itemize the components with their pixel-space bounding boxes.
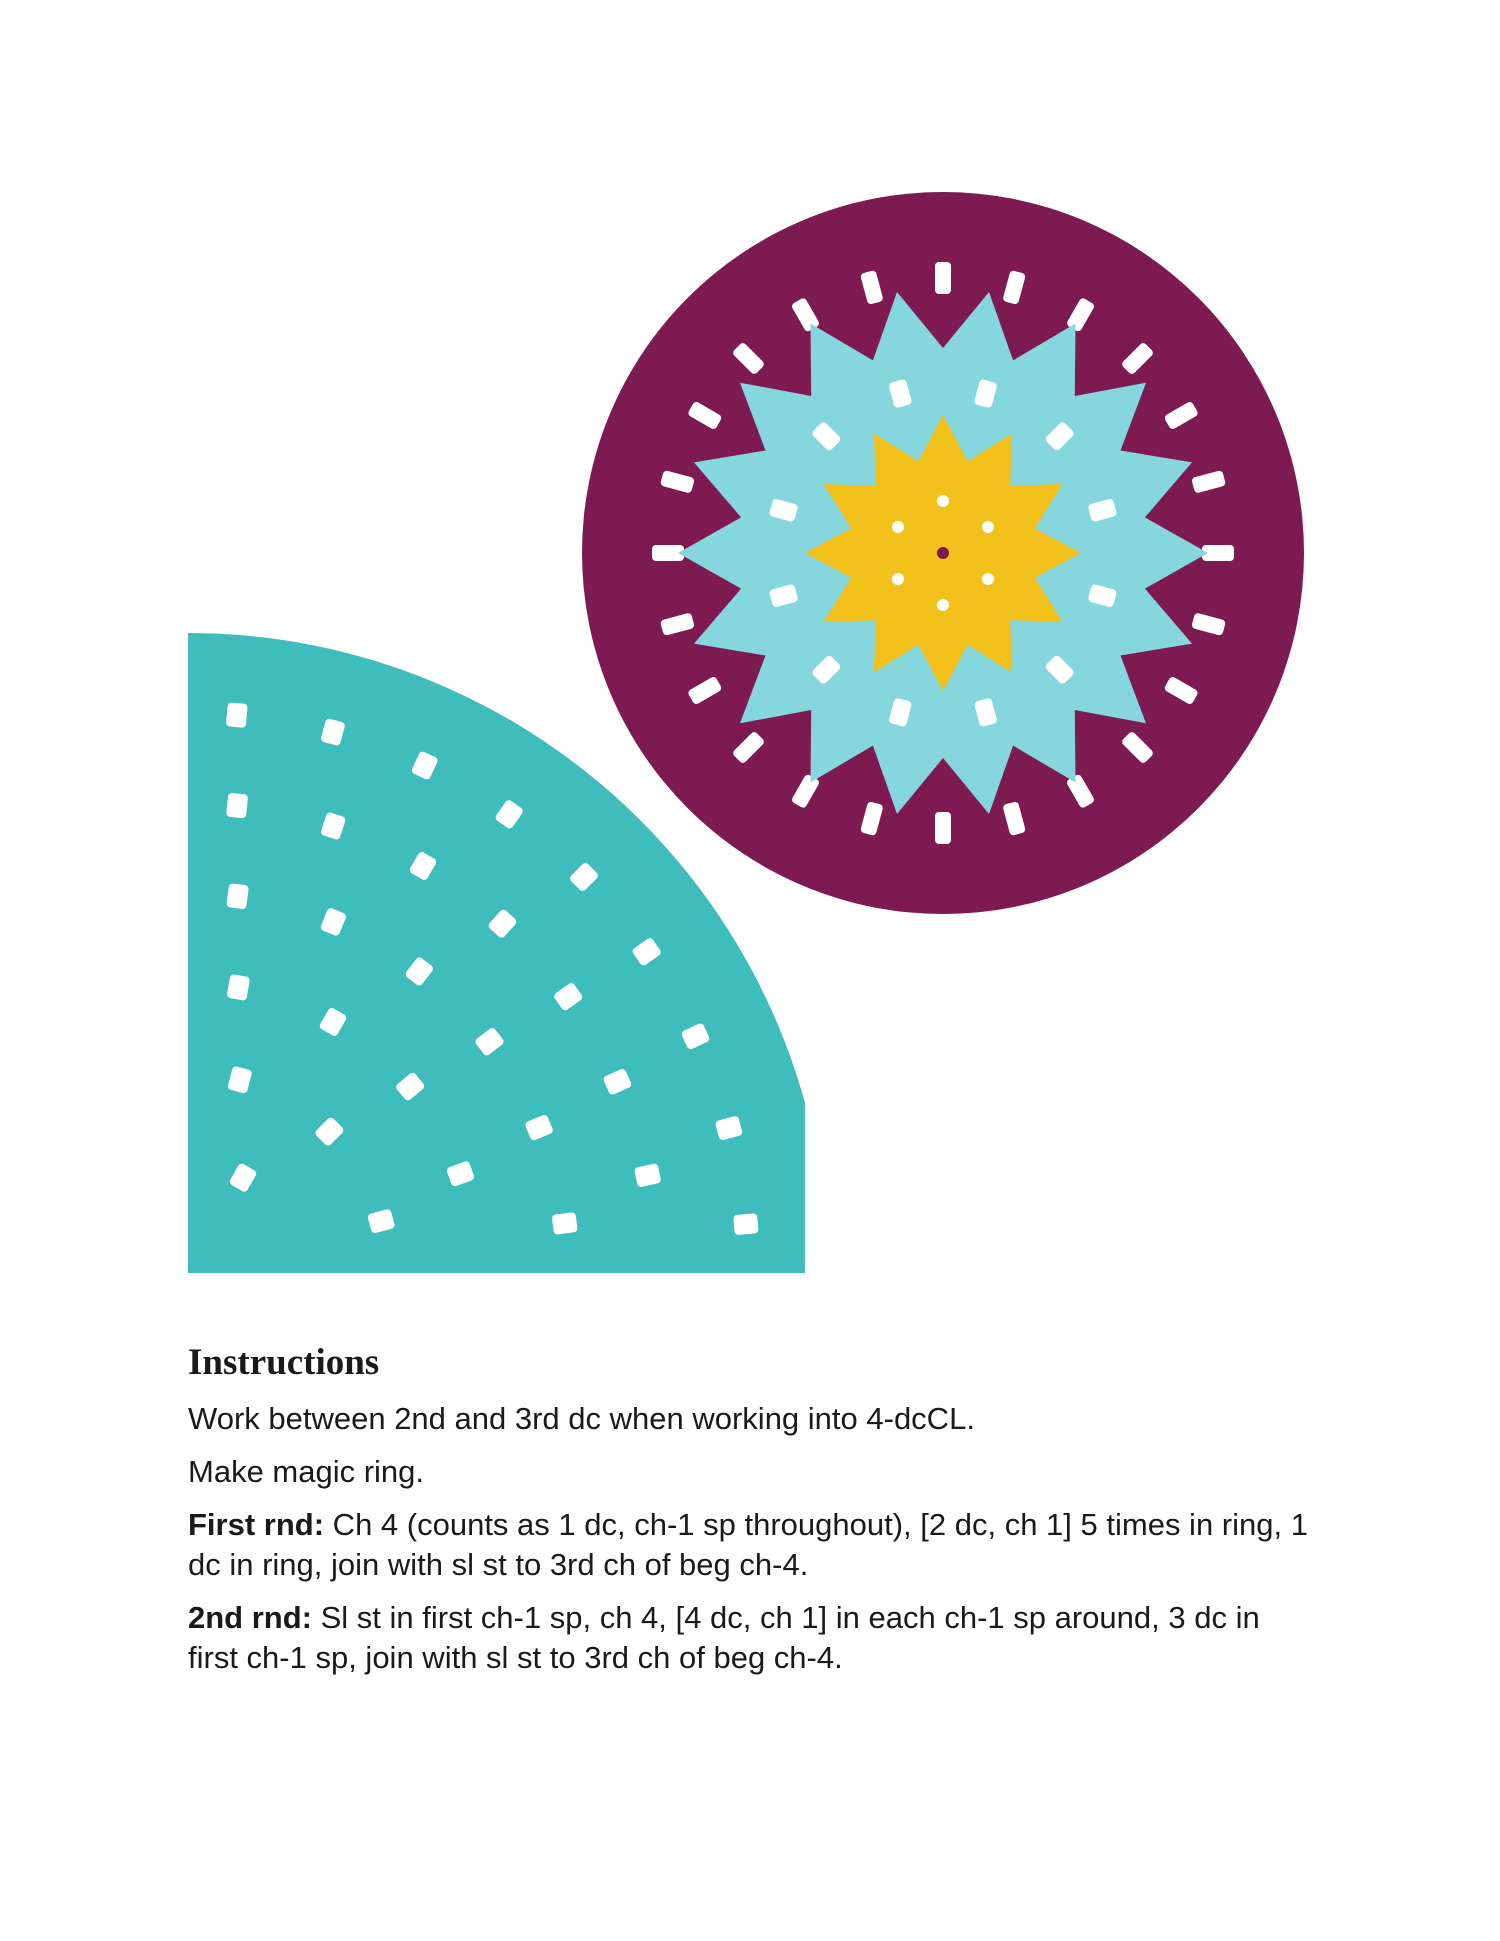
teal-motif-gap <box>226 974 250 1001</box>
teal-motif-gap <box>733 1213 759 1235</box>
teal-motif-gap <box>226 793 248 819</box>
first-round-label: First rnd: <box>188 1507 325 1542</box>
instructions-section <box>188 1337 1318 1691</box>
teal-motif-gap <box>551 1212 577 1235</box>
instruction-note <box>188 1399 1318 1439</box>
yellow-round-gap <box>937 599 949 611</box>
yellow-round-gap <box>892 573 904 585</box>
section-heading: Instructions <box>188 1342 380 1383</box>
note-text: Work between 2nd and 3rd dc when working into 4-dcCL. <box>188 1401 975 1436</box>
magic-ring-center <box>937 547 949 559</box>
yellow-round-gap <box>982 521 994 533</box>
second-round-label: 2nd rnd: <box>188 1600 312 1635</box>
first-round-text: Ch 4 (counts as 1 dc, ch-1 sp throughout), [2 dc, ch 1] 5 times in ring, 1 dc in ring, join with sl st to 3rd ch of beg ch-4. <box>188 1507 1308 1582</box>
instruction-second-round <box>188 1598 1318 1678</box>
yellow-round-gap <box>937 495 949 507</box>
instruction-first-round <box>188 1505 1318 1585</box>
yellow-round-gap <box>892 521 904 533</box>
second-round-text: Sl st in first ch-1 sp, ch 4, [4 dc, ch 1] in each ch-1 sp around, 3 dc in first ch-1 sp, join with sl st to 3rd ch of beg ch-4. <box>188 1600 1260 1675</box>
plum-round-gap <box>935 812 951 844</box>
yellow-round-gap <box>982 573 994 585</box>
teal-motif-gap <box>226 883 249 909</box>
plum-round-gap <box>935 262 951 294</box>
magic-ring-text: Make magic ring. <box>188 1454 425 1489</box>
teal-motif-gap <box>226 702 248 728</box>
instruction-magic-ring <box>188 1452 1318 1492</box>
small-round-motif <box>582 192 1304 914</box>
